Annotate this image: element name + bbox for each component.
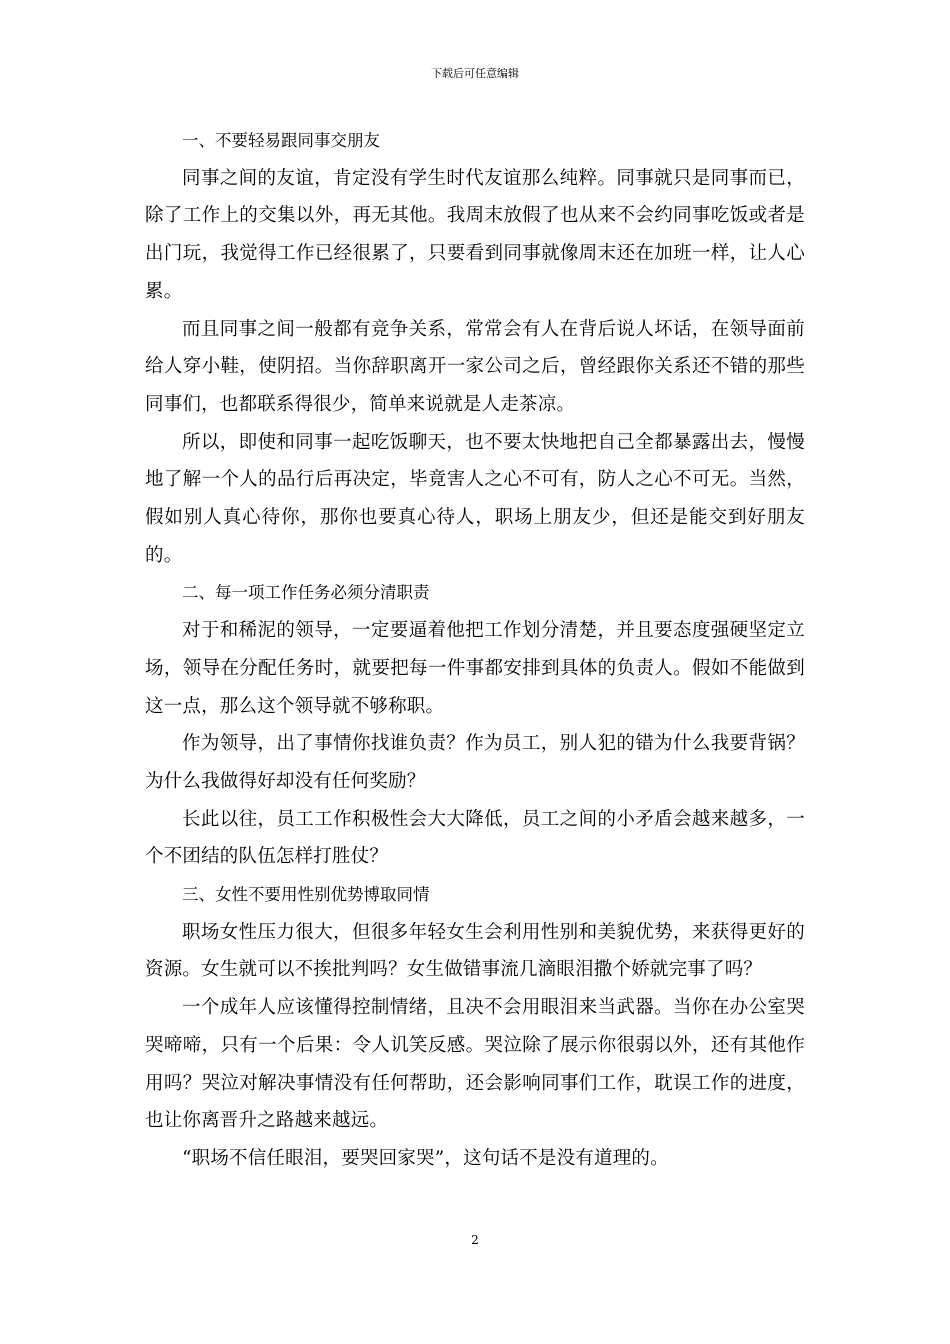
page-header-note: 下载后可任意编辑 <box>431 67 519 80</box>
paragraph: 而且同事之间一般都有竞争关系，常常会有人在背后说人坏话，在领导面前给人穿小鞋，使阴招。当你辞职离开一家公司之后，曾经跟你关系还不错的那些同事们，也都联系得很少，简单来说就是人走茶凉。 <box>145 318 805 415</box>
paragraph: 作为领导，出了事情你找谁负责？作为员工，别人犯的错为什么我要背锅？为什么我做得好却没有任何奖励？ <box>145 733 805 792</box>
paragraph: 同事之间的友谊，肯定没有学生时代友谊那么纯粹。同事就只是同事而已，除了工作上的交集以外，再无其他。我周末放假了也从来不会约同事吃饭或者是出门玩，我觉得工作已经很累了，只要看到同事就像周末还在加班一样，让人心累。 <box>145 167 805 302</box>
paragraph: 长此以往，员工工作积极性会大大降低，员工之间的小矛盾会越来越多，一个不团结的队伍怎样打胜仗？ <box>145 808 805 868</box>
page-number: 2 <box>471 1233 479 1247</box>
paragraph: 一个成年人应该懂得控制情绪，且决不会用眼泪来当武器。当你在办公室哭哭啼啼，只有一个后果：令人讥笑反感。哭泣除了展示你很弱以外，还有其他作用吗？哭泣对解决事情没有任何帮助，还会影响同事们工作，耽误工作的进度，也让你离晋升之路越来越远。 <box>145 997 805 1132</box>
paragraph: 所以，即使和同事一起吃饭聊天，也不要太快地把自己全都暴露出去，慢慢地了解一个人的品行后再决定，毕竟害人之心不可有，防人之心不可无。当然，假如别人真心待你，那你也要真心待人，职场上朋友少，但还是能交到好朋友的。 <box>145 431 805 566</box>
section-heading-2: 二、每一项工作任务必须分清职责 <box>182 583 430 603</box>
paragraph: 对于和稀泥的领导，一定要逼着他把工作划分清楚，并且要态度强硬坚定立场，领导在分配任务时，就要把每一件事都安排到具体的负责人。假如不能做到这一点，那么这个领导就不够称职。 <box>145 620 805 717</box>
document-body <box>145 122 805 1178</box>
paragraph: “职场不信任眼泪，要哭回家哭”，这句话不是没有道理的。 <box>182 1147 669 1169</box>
paragraph: 职场女性压力很大，但很多年轻女生会利用性别和美貌优势，来获得更好的资源。女生就可以不挨批判吗？女生做错事流几滴眼泪撒个娇就完事了吗？ <box>145 921 805 981</box>
section-heading-3: 三、女性不要用性别优势博取同情 <box>182 885 430 905</box>
section-heading-1: 一、不要轻易跟同事交朋友 <box>182 131 380 150</box>
